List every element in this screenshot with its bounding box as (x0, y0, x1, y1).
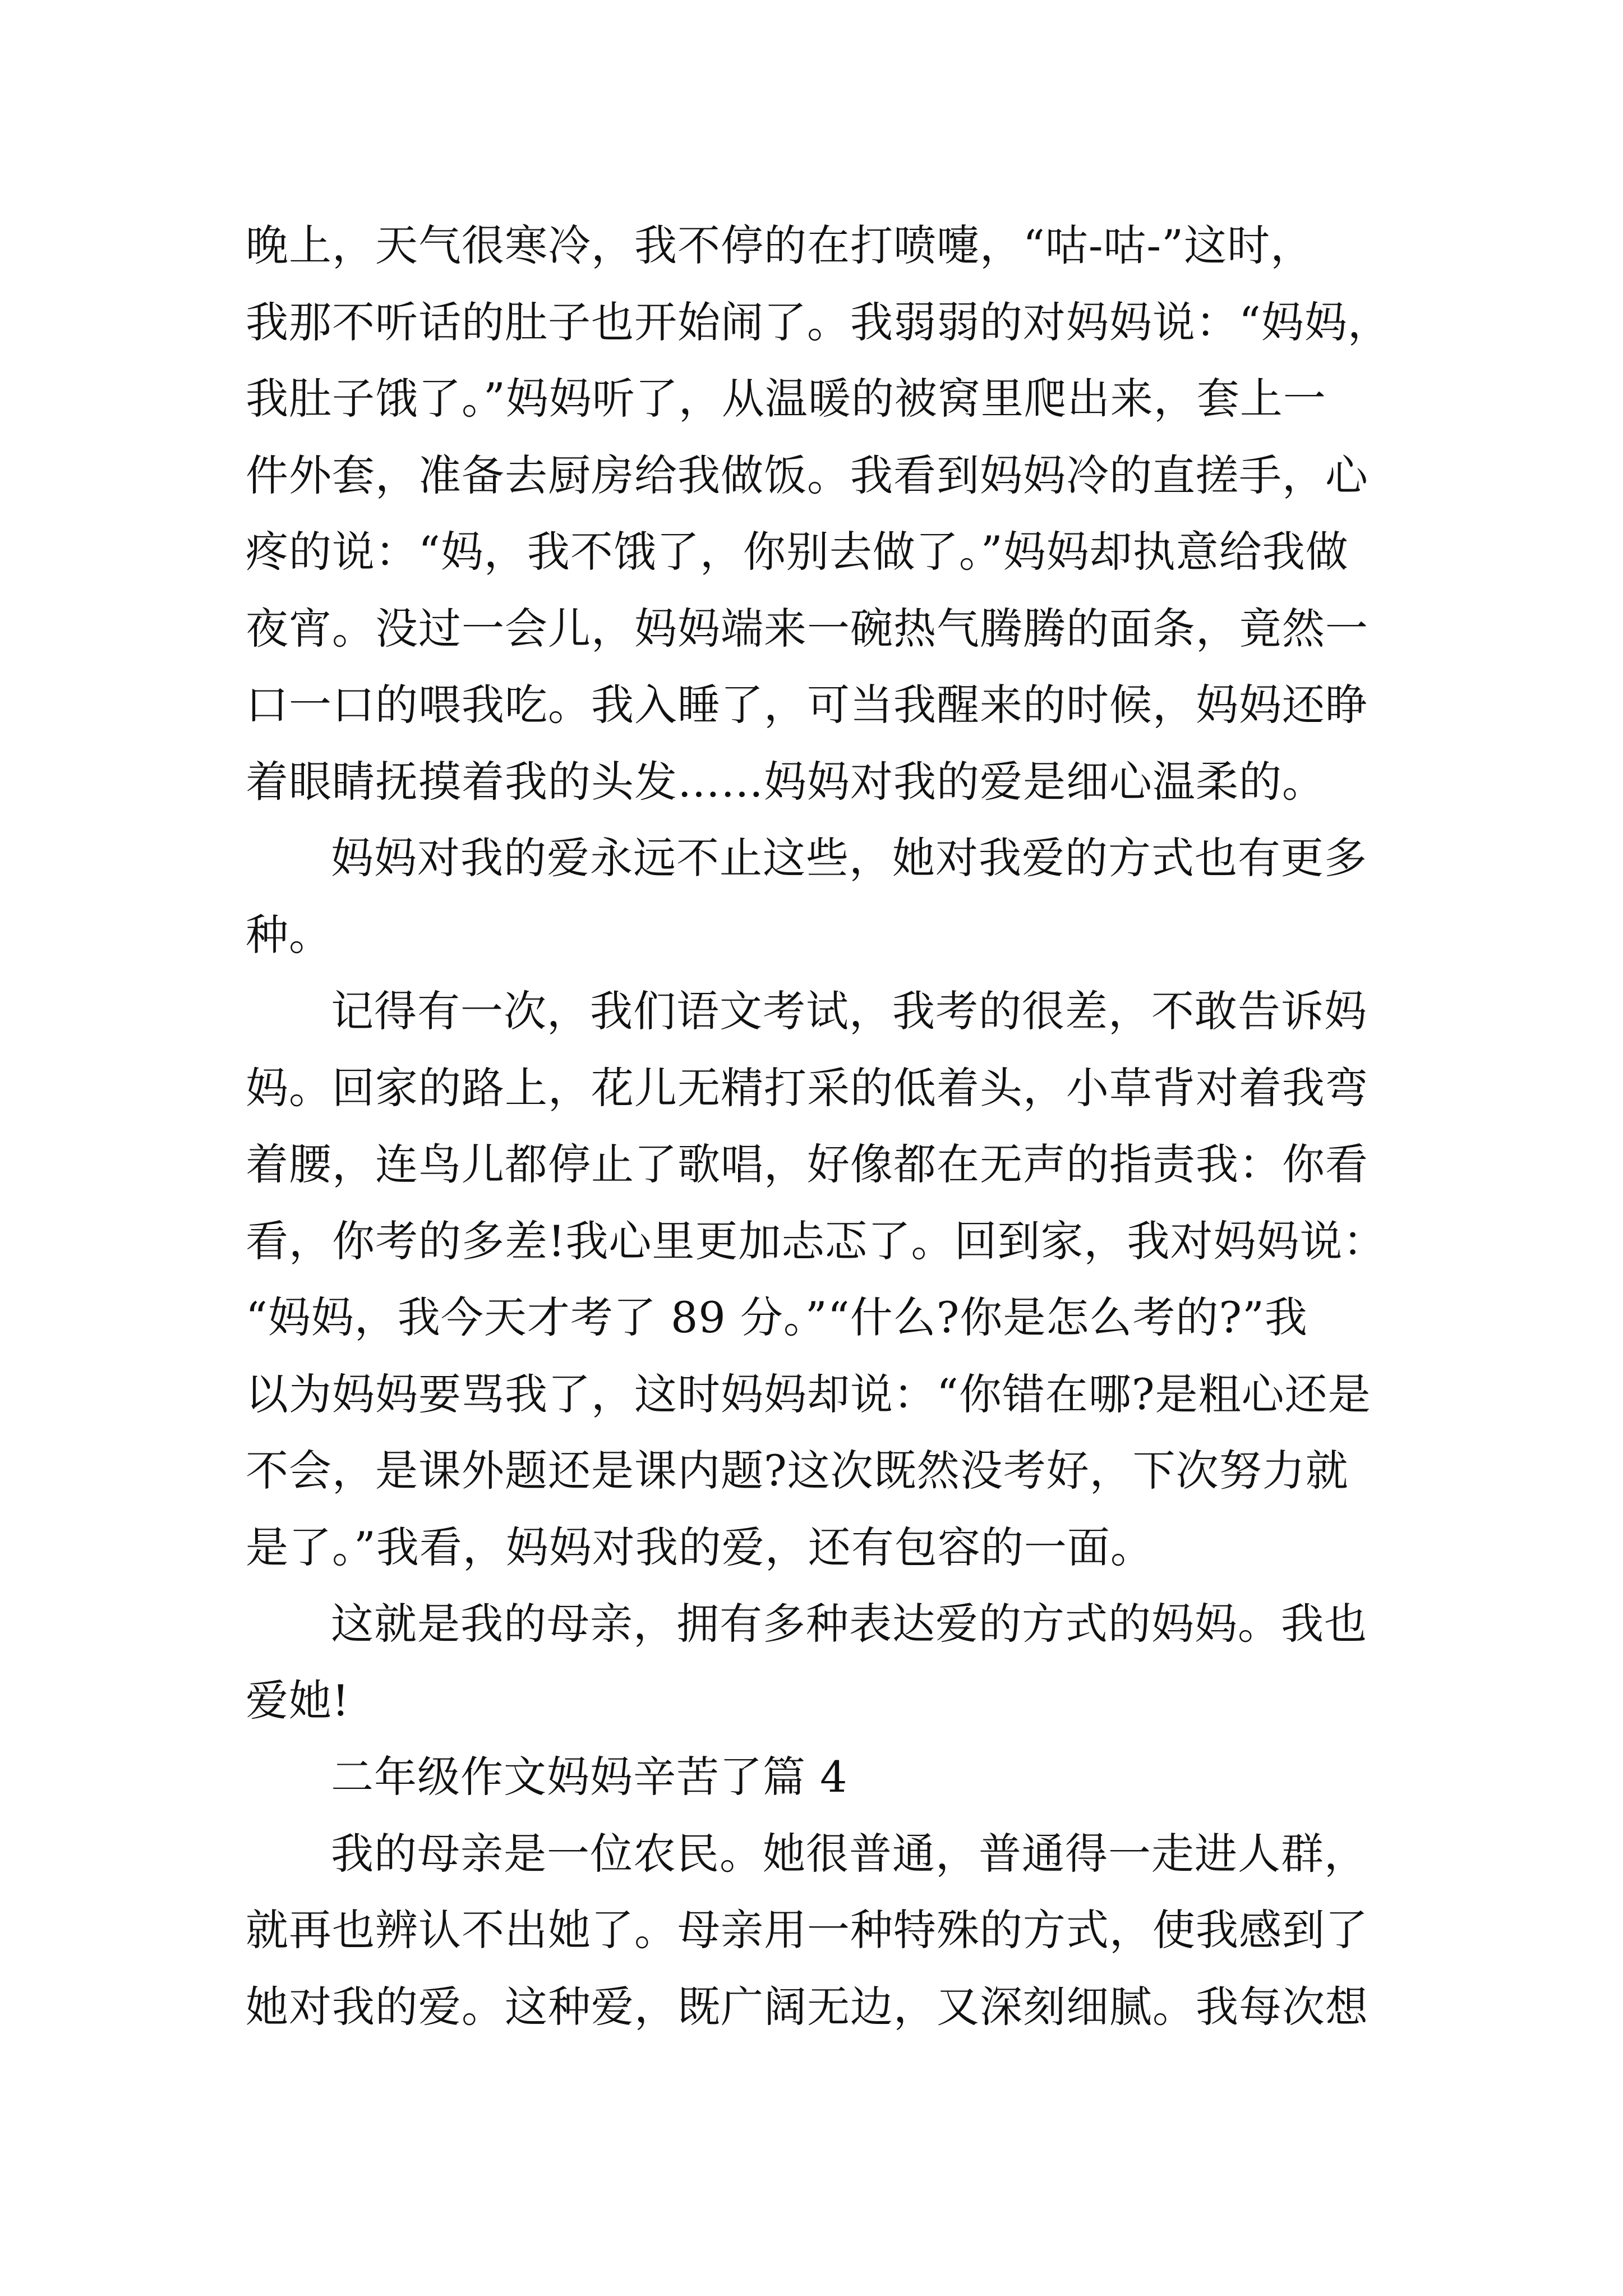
text-line: 我那不听话的肚子也开始闹了。我弱弱的对妈妈说：“妈妈， (246, 297, 1391, 347)
text-line: 她对我的爱。这种爱，既广阔无边，又深刻细腻。我每次想 (246, 1981, 1368, 2032)
text-line: 以为妈妈要骂我了，这时妈妈却说：“你错在哪?是粗心还是 (246, 1369, 1371, 1419)
text-line: 就再也辨认不出她了。母亲用一种特殊的方式，使我感到了 (246, 1905, 1368, 1955)
text-line: 晚上，天气很寒冷，我不停的在打喷嚏，“咕-咕-”这时， (246, 220, 1314, 270)
text-line: 夜宵。没过一会儿，妈妈端来一碗热气腾腾的面条，竟然一 (246, 603, 1368, 654)
paragraph-start-line: 这就是我的母亲，拥有多种表达爱的方式的妈妈。我也 (331, 1599, 1367, 1649)
paragraph-start-line: 记得有一次，我们语文考试，我考的很差，不敢告诉妈 (331, 986, 1367, 1036)
text-line: 着腰，连鸟儿都停止了歌唱，好像都在无声的指责我：你看 (246, 1139, 1368, 1189)
paragraph-start-line: 我的母亲是一位农民。她很普通，普通得一走进人群， (331, 1828, 1367, 1879)
text-line: 着眼睛抚摸着我的头发……妈妈对我的爱是细心温柔的。 (246, 756, 1325, 807)
text-line: 妈。回家的路上，花儿无精打采的低着头，小草背对着我弯 (246, 1062, 1368, 1113)
text-line: 爱她! (246, 1675, 350, 1726)
text-line: “妈妈，我今天才考了 89 分。”“什么?你是怎么考的?”我 (246, 1292, 1308, 1342)
section-heading: 二年级作文妈妈辛苦了篇 4 (331, 1752, 848, 1802)
text-line: 口一口的喂我吃。我入睡了，可当我醒来的时候，妈妈还睁 (246, 680, 1368, 730)
text-line: 件外套，准备去厨房给我做饭。我看到妈妈冷的直搓手，心 (246, 450, 1368, 500)
essay-body (246, 208, 1440, 2045)
paragraph-start-line: 妈妈对我的爱永远不止这些，她对我爱的方式也有更多 (331, 833, 1367, 883)
text-line: 不会，是课外题还是课内题?这次既然没考好，下次努力就 (246, 1446, 1349, 1496)
text-line: 我肚子饿了。”妈妈听了，从温暖的被窝里爬出来，套上一 (246, 374, 1326, 424)
text-line: 种。 (246, 909, 332, 960)
text-line: 看，你考的多差!我心里更加忐忑了。回到家，我对妈妈说： (246, 1216, 1386, 1266)
text-line: 是了。”我看，妈妈对我的爱，还有包容的一面。 (246, 1522, 1154, 1572)
text-line: 疼的说：“妈，我不饿了，你别去做了。”妈妈却执意给我做 (246, 527, 1349, 577)
